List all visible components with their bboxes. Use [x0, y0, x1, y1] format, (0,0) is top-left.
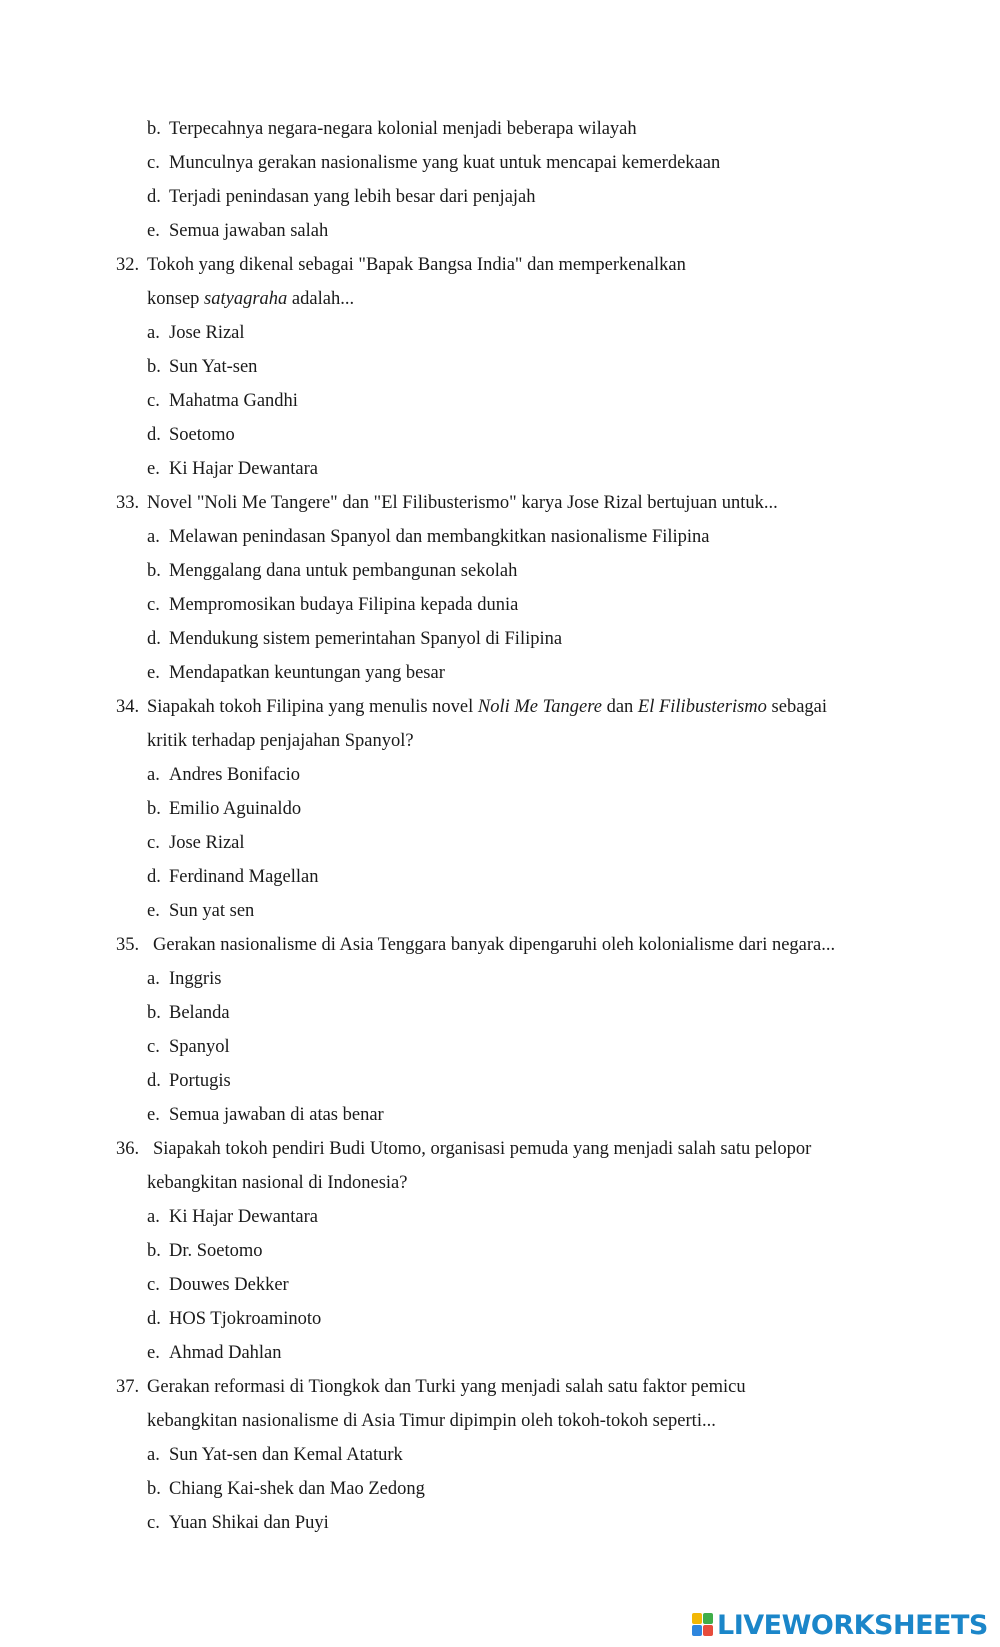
question-text: Siapakah tokoh Filipina yang menulis novel Noli Me Tangere dan El Filibusterismo sebagai — [147, 697, 828, 717]
option-text: Spanyol — [169, 1037, 230, 1057]
option-text: Portugis — [169, 1071, 231, 1091]
option-text: Inggris — [169, 969, 222, 989]
option-letter: c. — [147, 153, 160, 173]
option-text: Mendapatkan keuntungan yang besar — [169, 663, 445, 683]
option-letter: c. — [147, 1037, 160, 1057]
option-text: Munculnya gerakan nasionalisme yang kuat untuk mencapai kemerdekaan — [169, 153, 721, 173]
option-text: Douwes Dekker — [169, 1275, 289, 1295]
option-text: Sun Yat-sen — [169, 357, 258, 377]
option-letter: b. — [147, 119, 161, 139]
option-text: Sun yat sen — [169, 901, 255, 921]
question-text: kebangkitan nasionalisme di Asia Timur dipimpin oleh tokoh-tokoh seperti... — [147, 1411, 716, 1431]
option-letter: e. — [147, 221, 160, 241]
liveworksheets-grid-icon — [692, 1613, 714, 1637]
question-number: 33. — [116, 493, 140, 513]
question-text: Tokoh yang dikenal sebagai "Bapak Bangsa India" dan memperkenalkan — [147, 255, 686, 275]
option-letter: e. — [147, 1105, 160, 1125]
question-text: Gerakan nasionalisme di Asia Tenggara banyak dipengaruhi oleh kolonialisme dari negara... — [153, 935, 836, 955]
option-letter: c. — [147, 1513, 160, 1533]
option-letter: a. — [147, 765, 160, 785]
option-letter: e. — [147, 663, 160, 683]
option-text: Ki Hajar Dewantara — [169, 1207, 318, 1227]
option-text: Andres Bonifacio — [169, 765, 301, 785]
option-letter: d. — [147, 425, 161, 445]
option-letter: b. — [147, 1479, 161, 1499]
option-text: Sun Yat-sen dan Kemal Ataturk — [169, 1445, 403, 1465]
option-text: Ahmad Dahlan — [169, 1343, 282, 1363]
option-text: Dr. Soetomo — [169, 1241, 263, 1261]
option-text: Melawan penindasan Spanyol dan membangkitkan nasionalisme Filipina — [169, 527, 710, 547]
question-number: 35. — [116, 935, 140, 955]
option-text: Terjadi penindasan yang lebih besar dari penjajah — [169, 187, 536, 207]
option-letter: a. — [147, 1445, 160, 1465]
option-letter: b. — [147, 561, 161, 581]
option-letter: e. — [147, 1343, 160, 1363]
question-number: 32. — [116, 255, 140, 275]
option-letter: b. — [147, 1241, 161, 1261]
option-text: Ferdinand Magellan — [169, 867, 319, 887]
option-text: Chiang Kai-shek dan Mao Zedong — [169, 1479, 425, 1499]
option-letter: d. — [147, 629, 161, 649]
option-text: Ki Hajar Dewantara — [169, 459, 318, 479]
question-text: Siapakah tokoh pendiri Budi Utomo, organisasi pemuda yang menjadi salah satu pelopor — [153, 1139, 812, 1159]
option-text: Jose Rizal — [169, 323, 245, 343]
option-letter: c. — [147, 1275, 160, 1295]
liveworksheets-logo[interactable] — [692, 1609, 988, 1641]
option-text: Belanda — [169, 1003, 230, 1023]
option-text: Mendukung sistem pemerintahan Spanyol di Filipina — [169, 629, 563, 649]
option-letter: b. — [147, 1003, 161, 1023]
option-text: Semua jawaban salah — [169, 221, 329, 241]
question-text: Novel "Noli Me Tangere" dan "El Filibusterismo" karya Jose Rizal bertujuan untuk... — [147, 493, 778, 513]
option-text: Menggalang dana untuk pembangunan sekolah — [169, 561, 518, 581]
option-letter: d. — [147, 1071, 161, 1091]
option-letter: a. — [147, 323, 160, 343]
option-text: HOS Tjokroaminoto — [169, 1309, 322, 1329]
question-text: konsep satyagraha adalah... — [147, 289, 355, 309]
option-letter: d. — [147, 187, 161, 207]
question-text: kebangkitan nasional di Indonesia? — [147, 1173, 408, 1193]
question-number: 34. — [116, 697, 140, 717]
question-number: 36. — [116, 1139, 140, 1159]
option-letter: e. — [147, 459, 160, 479]
option-text: Mahatma Gandhi — [169, 391, 298, 411]
option-letter: b. — [147, 799, 161, 819]
option-letter: e. — [147, 901, 160, 921]
option-letter: d. — [147, 1309, 161, 1329]
option-letter: a. — [147, 527, 160, 547]
question-text: Gerakan reformasi di Tiongkok dan Turki yang menjadi salah satu faktor pemicu — [147, 1377, 746, 1397]
option-text: Semua jawaban di atas benar — [169, 1105, 384, 1125]
logo-text: LIVEWORKSHEETS — [717, 1609, 988, 1641]
option-letter: a. — [147, 1207, 160, 1227]
option-text: Yuan Shikai dan Puyi — [169, 1513, 329, 1533]
option-letter: d. — [147, 867, 161, 887]
question-number: 37. — [116, 1377, 140, 1397]
option-letter: c. — [147, 595, 160, 615]
option-letter: b. — [147, 357, 161, 377]
question-text: kritik terhadap penjajahan Spanyol? — [147, 731, 414, 751]
option-text: Emilio Aguinaldo — [169, 799, 302, 819]
option-text: Mempromosikan budaya Filipina kepada dunia — [169, 595, 519, 615]
option-text: Jose Rizal — [169, 833, 245, 853]
option-letter: a. — [147, 969, 160, 989]
option-letter: c. — [147, 833, 160, 853]
option-text: Soetomo — [169, 425, 235, 445]
option-letter: c. — [147, 391, 160, 411]
option-text: Terpecahnya negara-negara kolonial menjadi beberapa wilayah — [169, 119, 637, 139]
